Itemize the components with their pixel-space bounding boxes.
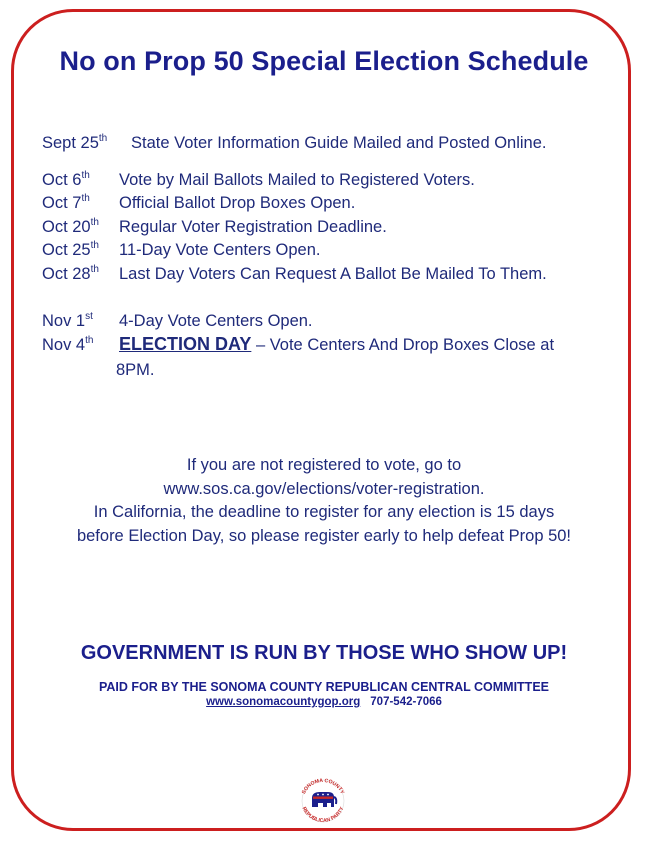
phone-number: 707-542-7066 [370, 696, 442, 708]
schedule-event: Vote by Mail Ballots Mailed to Registered Voters. [119, 171, 475, 189]
contact-line [0, 696, 648, 708]
schedule-row [42, 170, 475, 190]
registration-line: before Election Day, so please register early to help defeat Prop 50! [76, 526, 572, 545]
slogan: GOVERNMENT IS RUN BY THOSE WHO SHOW UP! [80, 642, 568, 664]
schedule-event: Regular Voter Registration Deadline. [119, 218, 387, 236]
schedule-event: 4-Day Vote Centers Open. [119, 312, 313, 330]
registration-info [30, 454, 618, 548]
party-logo-icon [296, 778, 350, 824]
schedule-event: Official Ballot Drop Boxes Open. [119, 194, 356, 212]
schedule-date: Oct 28th [42, 264, 99, 283]
schedule-row [42, 217, 387, 237]
registration-line: If you are not registered to vote, go to [186, 456, 462, 474]
schedule-date: Sept 25th [42, 133, 108, 152]
schedule-row [42, 240, 321, 260]
registration-url: www.sos.ca.gov/elections/voter-registration. [163, 479, 485, 498]
page-title: No on Prop 50 Special Election Schedule [59, 46, 589, 76]
schedule-date: Nov 1st [42, 311, 93, 330]
election-day-detail: – Vote Centers And Drop Boxes Close at [251, 336, 555, 354]
schedule-date: Oct 25th [42, 240, 99, 259]
logo-bottom-text: REPUBLICAN PARTY [300, 806, 346, 824]
schedule-event: Last Day Voters Can Request A Ballot Be Mailed To Them. [119, 265, 547, 283]
schedule-event: State Voter Information Guide Mailed and Posted Online. [131, 134, 547, 152]
paid-for-disclaimer: PAID FOR BY THE SONOMA COUNTY REPUBLICAN CENTRAL COMMITTEE [98, 680, 549, 694]
schedule-row [42, 193, 356, 213]
schedule-row [42, 264, 547, 284]
logo-top-text: SONOMA COUNTY [300, 778, 346, 796]
schedule-date: Oct 7th [42, 193, 90, 212]
schedule-date: Nov 4th [42, 335, 94, 354]
election-day-label: ELECTION DAY [119, 334, 252, 354]
schedule-date: Oct 6th [42, 170, 90, 189]
election-day-event [119, 334, 554, 355]
schedule-row [42, 311, 313, 331]
schedule-row [42, 133, 547, 153]
registration-line: In California, the deadline to register for any election is 15 days [93, 503, 555, 521]
schedule-event: 11-Day Vote Centers Open. [119, 241, 321, 259]
website-link[interactable]: www.sonomacountygop.org [206, 696, 361, 708]
schedule-date: Oct 20th [42, 217, 99, 236]
election-day-row [42, 334, 555, 355]
election-day-continuation: 8PM. [116, 361, 155, 379]
elephant-icon [312, 792, 336, 807]
